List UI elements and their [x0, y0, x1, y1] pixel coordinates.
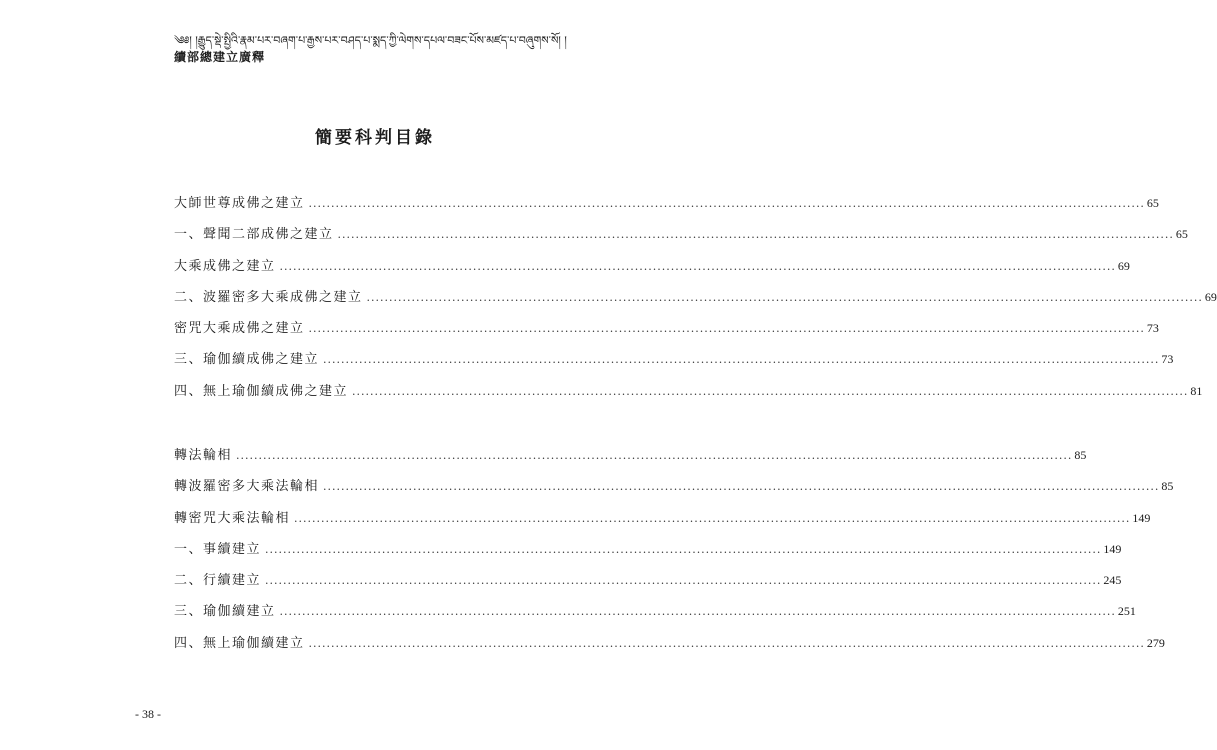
toc-entry[interactable] [174, 223, 1188, 254]
toc-entry[interactable] [174, 507, 1151, 538]
toc-dot-leader [236, 449, 1072, 462]
toc-entry[interactable] [174, 192, 1159, 223]
toc-entry-page: 245 [1103, 573, 1122, 588]
toc-dot-leader [309, 197, 1145, 210]
toc-entry[interactable] [174, 475, 1174, 506]
toc-section-buddhahood [174, 192, 1217, 411]
toc-dot-leader [265, 574, 1101, 587]
toc-dot-leader [323, 480, 1159, 493]
toc-dot-leader [323, 353, 1159, 366]
toc-entry[interactable] [174, 286, 1217, 317]
toc-entry-label: 一、事續建立 [174, 541, 262, 557]
toc-dot-leader [309, 322, 1145, 335]
toc-entry-label: 二、波羅密多大乘成佛之建立 [174, 289, 363, 305]
toc-entry[interactable] [174, 632, 1165, 663]
toc-entry-page: 69 [1204, 289, 1217, 304]
toc-entry-page: 73 [1146, 321, 1159, 336]
page-title: 簡要科判目錄 [315, 128, 435, 148]
toc-entry-page: 251 [1117, 604, 1136, 619]
toc-dot-leader [367, 291, 1203, 304]
toc-entry-label: 轉法輪相 [174, 448, 233, 463]
toc-entry[interactable] [174, 538, 1122, 569]
toc-entry[interactable] [174, 380, 1203, 411]
toc-entry-label: 密咒大乘成佛之建立 [174, 321, 305, 337]
toc-entry-page: 85 [1161, 479, 1174, 494]
toc-section-dharma-wheel [174, 444, 1174, 663]
toc-dot-leader [280, 605, 1116, 618]
toc-dot-leader [294, 512, 1130, 525]
toc-entry-label: 三、瑜伽續成佛之建立 [174, 352, 320, 368]
page-number: - 38 - [135, 707, 161, 721]
toc-entry-page: 81 [1190, 383, 1203, 398]
toc-dot-leader [309, 637, 1145, 650]
toc-entry-page: 65 [1146, 196, 1159, 210]
toc-dot-leader [280, 260, 1116, 273]
toc-entry-page: 149 [1103, 541, 1122, 556]
toc-entry-page: 85 [1074, 448, 1087, 462]
toc-entry-page: 65 [1175, 227, 1188, 242]
toc-entry-label: 四、無上瑜伽續建立 [174, 635, 305, 651]
toc-entry-label: 一、聲聞二部成佛之建立 [174, 227, 334, 243]
toc-dot-leader [338, 228, 1174, 241]
toc-entry[interactable] [174, 348, 1174, 379]
toc-dot-leader [352, 385, 1188, 398]
toc-entry[interactable] [174, 317, 1159, 348]
toc-entry[interactable] [174, 569, 1122, 600]
toc-entry-label: 轉波羅密多大乘法輪相 [174, 479, 320, 495]
toc-entry-label: 四、無上瑜伽續成佛之建立 [174, 383, 349, 399]
toc-entry-page: 69 [1117, 258, 1130, 273]
running-header-chinese: 續部總建立廣釋 [174, 50, 266, 64]
toc-entry-page: 149 [1132, 510, 1151, 525]
toc-entry-label: 大乘成佛之建立 [174, 258, 276, 274]
toc-entry[interactable] [174, 444, 1087, 475]
toc-entry-page: 279 [1146, 635, 1165, 650]
toc-entry-label: 三、瑜伽續建立 [174, 604, 276, 620]
toc-entry-label: 轉密咒大乘法輪相 [174, 510, 291, 526]
toc-entry[interactable] [174, 600, 1136, 631]
toc-dot-leader [265, 543, 1101, 556]
running-header-tibetan: ༄༅། །རྒྱུད་སྡེ་སྤྱིའི་རྣམ་པར་བཞག་པ་རྒྱས་པར་བཤད་པ་སྨད་ཀྱི་ལེགས་དཔལ་བཟང་པོས་མཛད་པ་བཞུགས་སོ། ། [174, 34, 567, 47]
toc-entry-page: 73 [1161, 352, 1174, 367]
toc-entry[interactable] [174, 255, 1130, 286]
toc-entry-label: 二、行續建立 [174, 573, 262, 589]
toc-entry-label: 大師世尊成佛之建立 [174, 196, 305, 211]
